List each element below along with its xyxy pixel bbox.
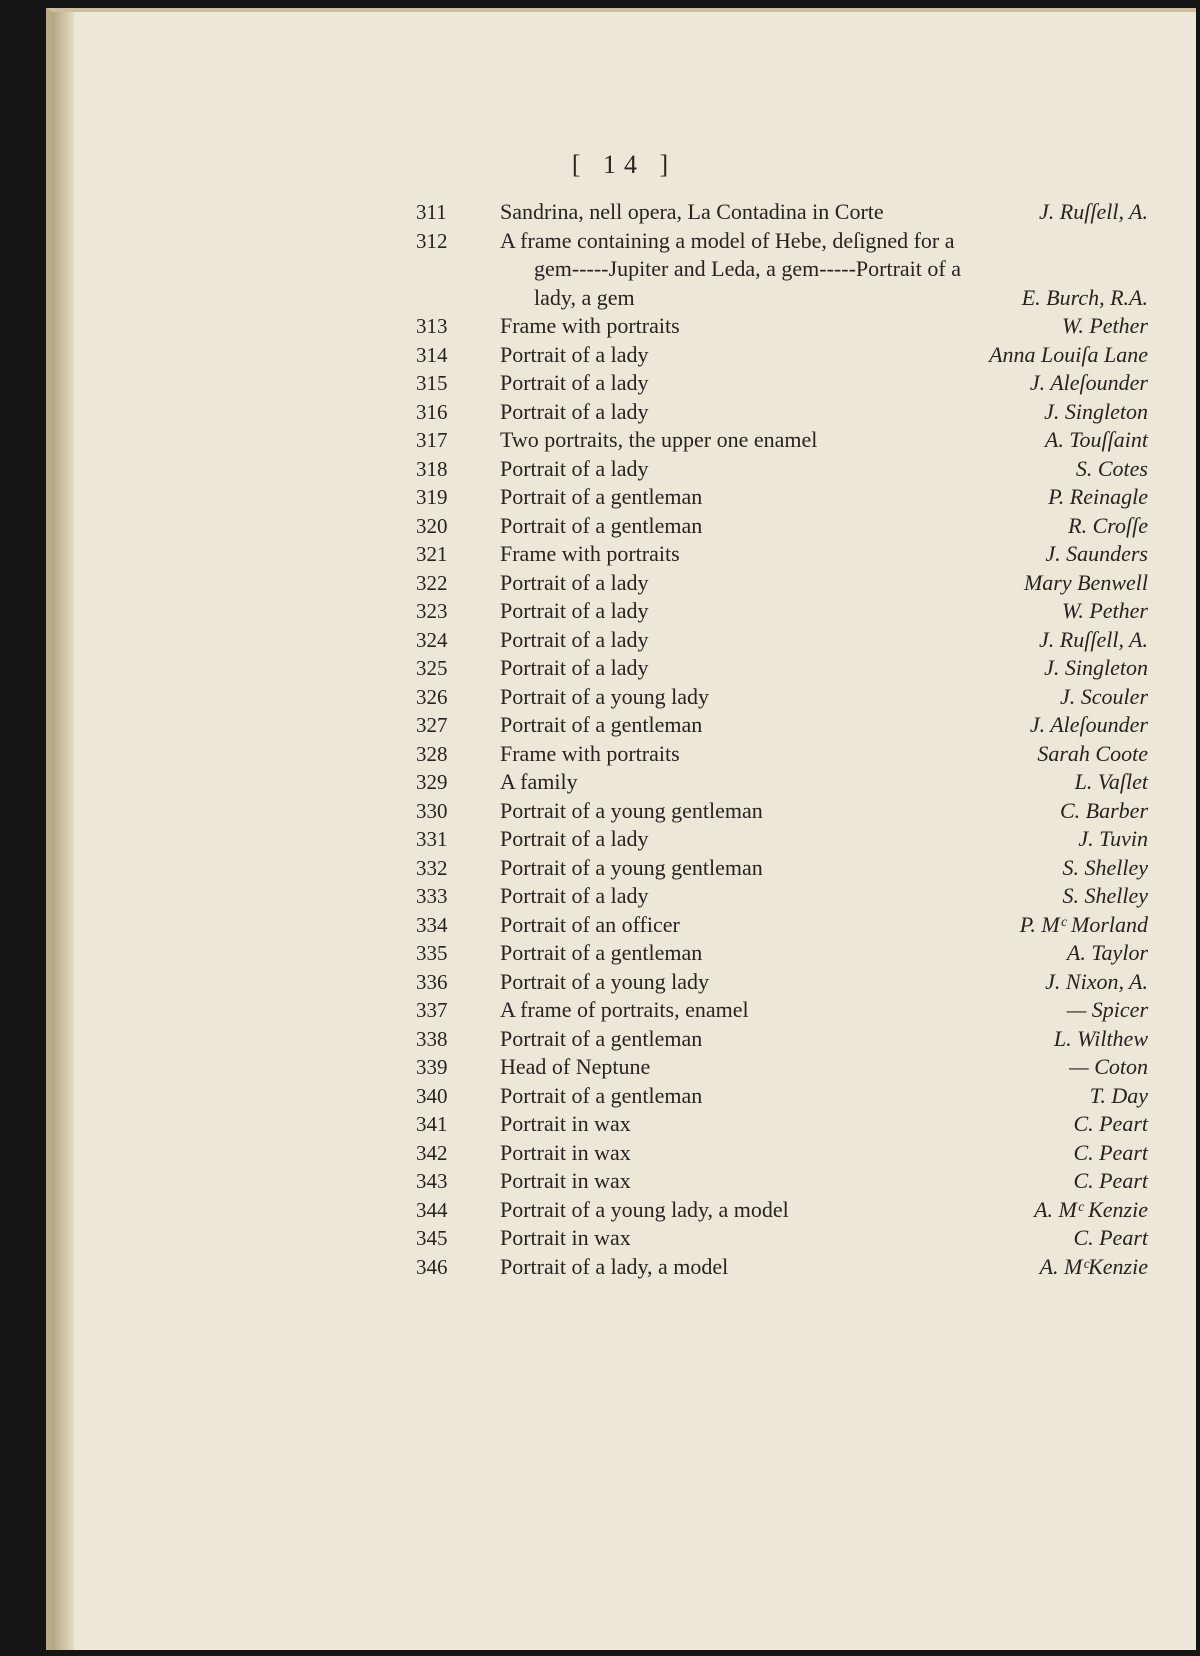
entry-343	[52, 1167, 1196, 1196]
entry-number: 320	[416, 513, 448, 538]
entry-title: Portrait of a young lady	[500, 683, 709, 709]
entry-number: 317	[416, 428, 448, 452]
entry-315	[52, 369, 1196, 398]
entry-artist: C. Peart	[1073, 1111, 1148, 1136]
entry-artist: A. Taylor	[1066, 940, 1148, 965]
entry-title: Portrait of a lady	[500, 883, 649, 908]
entry-artist: P. Reinagle	[1048, 484, 1148, 509]
entry-title: Portrait in wax	[500, 1225, 631, 1250]
entry-artist: C. Peart	[1073, 1225, 1148, 1250]
entry-title: Portrait of a gentleman	[500, 712, 703, 737]
entry-title: Portrait of a lady, a model	[500, 1253, 729, 1279]
entry-title: Portrait of a gentleman	[500, 484, 703, 509]
entry-title-line-3: lady, a gem	[534, 284, 635, 310]
entry-artist: J. Scouler	[1060, 683, 1148, 709]
entry-number: 332	[416, 855, 448, 880]
entry-artist: J. Aleſounder	[1029, 712, 1148, 737]
entry-number: 326	[416, 684, 448, 709]
entry-artist: — Coton	[1069, 1054, 1148, 1079]
entry-number: 345	[416, 1226, 448, 1250]
entry-number: 328	[416, 741, 448, 766]
entry-artist: J. Singleton	[1044, 398, 1148, 424]
entry-title: Frame with portraits	[500, 541, 680, 566]
entry-artist: L. Vaſlet	[1074, 769, 1148, 794]
entry-number: 325	[416, 656, 448, 680]
entry-artist: A. MᶜKenzie	[1039, 1253, 1148, 1279]
entry-artist: C. Peart	[1073, 1168, 1148, 1193]
entry-number: 312	[416, 228, 448, 253]
entry-artist: P. Mᶜ Morland	[1019, 911, 1148, 937]
entry-title: Portrait in wax	[500, 1168, 631, 1193]
entry-334	[52, 911, 1196, 940]
entry-number: 319	[416, 485, 448, 509]
entry-title: Portrait of a gentleman	[500, 940, 703, 965]
entry-317	[52, 426, 1196, 455]
entry-328	[52, 740, 1196, 769]
entry-artist: J. Nixon, A.	[1045, 968, 1148, 994]
entry-333	[52, 882, 1196, 911]
entry-title: Portrait of a lady	[500, 826, 649, 851]
entry-artist: W. Pether	[1062, 313, 1148, 338]
entry-337	[52, 996, 1196, 1025]
entry-artist: L. Wilthew	[1053, 1025, 1148, 1051]
entry-artist: J. Saunders	[1045, 541, 1148, 566]
entry-title: A family	[500, 769, 578, 794]
entry-artist: S. Cotes	[1075, 455, 1148, 481]
entry-number: 346	[416, 1254, 448, 1279]
entry-title: Portrait of a lady	[500, 398, 649, 424]
entry-title: Portrait of a lady	[500, 569, 649, 595]
entry-title: Portrait of a young lady	[500, 968, 709, 994]
entry-number: 343	[416, 1169, 448, 1193]
entry-336	[52, 968, 1196, 997]
entry-title: Portrait of a lady	[500, 626, 649, 652]
entry-number: 341	[416, 1112, 448, 1136]
entry-number: 342	[416, 1140, 448, 1165]
entry-title: A frame of portraits, enamel	[500, 997, 749, 1022]
entry-artist: A. Touſſaint	[1044, 427, 1148, 452]
entry-title-line-2: gem-----Jupiter and Leda, a gem-----Portrait of a	[534, 256, 961, 281]
entry-title: Portrait in wax	[500, 1139, 631, 1165]
entry-346	[52, 1253, 1196, 1282]
entry-artist: J. Tuvin	[1078, 826, 1148, 851]
entry-342	[52, 1139, 1196, 1168]
entry-313	[52, 312, 1196, 341]
entry-number: 330	[416, 798, 448, 823]
entry-319	[52, 483, 1196, 512]
entry-artist: T. Day	[1089, 1082, 1148, 1108]
entry-title: Portrait of a young gentleman	[500, 854, 763, 880]
entry-number: 321	[416, 542, 448, 566]
entry-number: 313	[416, 314, 448, 338]
entry-artist: S. Shelley	[1062, 883, 1148, 908]
entry-title: Portrait of an officer	[500, 911, 680, 937]
entry-number: 323	[416, 599, 448, 623]
entry-title: Portrait of a gentleman	[500, 1082, 703, 1108]
entry-title: Portrait of a young gentleman	[500, 797, 763, 823]
entry-322	[52, 569, 1196, 598]
entry-artist: R. Croſſe	[1068, 512, 1148, 538]
entry-318	[52, 455, 1196, 484]
entry-title: Portrait in wax	[500, 1111, 631, 1136]
entry-artist: J. Ruſſell, A.	[1039, 626, 1148, 652]
entry-number: 327	[416, 713, 448, 737]
entry-artist: Mary Benwell	[1023, 569, 1148, 595]
entry-number: 337	[416, 998, 448, 1022]
entry-artist: Sarah Coote	[1037, 740, 1148, 766]
entry-artist: Anna Louiſa Lane	[989, 341, 1148, 367]
entry-title: Frame with portraits	[500, 740, 680, 766]
entry-title: Portrait of a gentleman	[500, 1025, 703, 1051]
entry-artist: C. Peart	[1073, 1139, 1148, 1165]
page-number: [ 14 ]	[571, 150, 677, 179]
entry-title: Sandrina, nell opera, La Contadina in Corte	[500, 199, 884, 224]
entry-338	[52, 1025, 1196, 1054]
entry-335	[52, 939, 1196, 968]
entry-list	[52, 198, 1196, 1281]
entry-312	[52, 227, 1196, 313]
entry-number: 336	[416, 969, 448, 994]
entry-number: 324	[416, 627, 448, 652]
entry-title-line-1: A frame containing a model of Hebe, deſigned for a	[500, 227, 955, 253]
entry-artist: C. Barber	[1060, 797, 1148, 823]
entry-332	[52, 854, 1196, 883]
entry-331	[52, 825, 1196, 854]
entry-339	[52, 1053, 1196, 1082]
entry-number: 335	[416, 941, 448, 965]
entry-323	[52, 597, 1196, 626]
entry-artist: W. Pether	[1062, 598, 1148, 623]
entry-title: Portrait of a lady	[500, 341, 649, 367]
entry-artist: E. Burch, R.A.	[1021, 284, 1148, 310]
entry-number: 334	[416, 912, 448, 937]
entry-title: Portrait of a lady	[500, 370, 649, 395]
entry-number: 344	[416, 1197, 448, 1222]
entry-title: Portrait of a lady	[500, 655, 649, 680]
entry-341	[52, 1110, 1196, 1139]
entry-321	[52, 540, 1196, 569]
entry-title: Two portraits, the upper one enamel	[500, 427, 818, 452]
entry-316	[52, 398, 1196, 427]
entry-artist: J. Singleton	[1044, 655, 1148, 680]
entry-340	[52, 1082, 1196, 1111]
entry-artist: S. Shelley	[1062, 854, 1148, 880]
entry-title: Portrait of a lady	[500, 598, 649, 623]
entry-number: 340	[416, 1083, 448, 1108]
entry-title: Frame with portraits	[500, 313, 680, 338]
entry-list-continued	[52, 312, 1196, 1281]
entry-311	[52, 198, 1196, 227]
entry-330	[52, 797, 1196, 826]
entry-artist: J. Ruſſell, A.	[1039, 199, 1148, 224]
entry-title: Portrait of a gentleman	[500, 512, 703, 538]
entry-number: 339	[416, 1055, 448, 1079]
entry-title: Head of Neptune	[500, 1054, 651, 1079]
entry-title: Portrait of a lady	[500, 455, 649, 481]
entry-number: 311	[416, 200, 447, 224]
entry-314	[52, 341, 1196, 370]
entry-number: 338	[416, 1026, 448, 1051]
entry-329	[52, 768, 1196, 797]
entry-327	[52, 711, 1196, 740]
entry-320	[52, 512, 1196, 541]
entry-number: 333	[416, 884, 448, 908]
entry-326	[52, 683, 1196, 712]
entry-number: 329	[416, 770, 448, 794]
entry-number: 331	[416, 827, 448, 851]
catalogue-page	[46, 8, 1196, 1650]
entry-345	[52, 1224, 1196, 1253]
entry-number: 315	[416, 371, 448, 395]
entry-344	[52, 1196, 1196, 1225]
entry-artist: — Spicer	[1066, 997, 1148, 1022]
entry-number: 318	[416, 456, 448, 481]
entry-325	[52, 654, 1196, 683]
entry-324	[52, 626, 1196, 655]
entry-number: 322	[416, 570, 448, 595]
entry-number: 314	[416, 342, 448, 367]
entry-title: Portrait of a young lady, a model	[500, 1196, 789, 1222]
entry-artist: A. Mᶜ Kenzie	[1034, 1196, 1148, 1222]
entry-artist: J. Aleſounder	[1029, 370, 1148, 395]
entry-number: 316	[416, 399, 448, 424]
